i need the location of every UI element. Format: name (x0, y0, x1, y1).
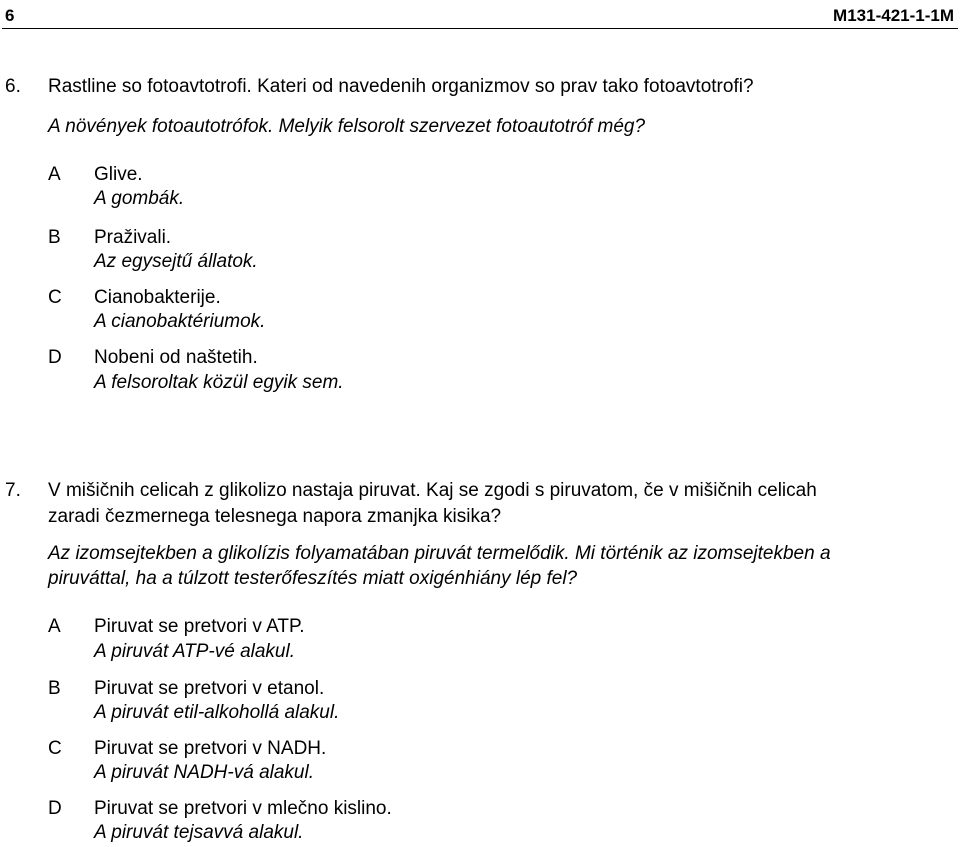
option-text-si: Praživali. (94, 227, 172, 248)
option-letter: A (48, 616, 61, 637)
question-text-si-line2: zaradi čezmernega telesnega napora zmanjka kisika? (48, 506, 502, 527)
option-letter: C (48, 287, 62, 308)
option-text-si: Piruvat se pretvori v NADH. (94, 738, 327, 759)
option-letter: C (48, 738, 62, 759)
option-text-si: Cianobakterije. (94, 287, 221, 308)
option-text-si: Piruvat se pretvori v ATP. (94, 616, 305, 637)
page-number: 6 (5, 6, 15, 25)
question-text-si-line1: V mišičnih celicah z glikolizo nastaja piruvat. Kaj se zgodi s piruvatom, če v mišičnih celicah (48, 480, 817, 501)
option-text-si: Glive. (94, 164, 143, 185)
question-number: 7. (5, 480, 21, 501)
option-text-si: Nobeni od naštetih. (94, 347, 258, 368)
question-text-hu-line1: Az izomsejtekben a glikolízis folyamatában piruvát termelődik. Mi történik az izomsejtekben a (48, 543, 831, 564)
option-text-hu: A piruvát ATP-vé alakul. (94, 641, 295, 662)
option-letter: D (48, 798, 62, 819)
document-code: M131-421-1-1M (833, 6, 954, 25)
option-text-hu: Az egysejtű állatok. (94, 251, 258, 272)
question-text-si: Rastline so fotoavtotrofi. Kateri od navedenih organizmov so prav tako fotoavtotrofi? (48, 76, 754, 97)
option-letter: D (48, 347, 62, 368)
option-letter: B (48, 227, 61, 248)
option-text-hu: A cianobaktériumok. (94, 311, 266, 332)
option-letter: A (48, 164, 61, 185)
option-text-hu: A piruvát etil-alkohollá alakul. (94, 702, 340, 723)
question-text-hu-line2: piruváttal, ha a túlzott testerőfeszítés miatt oxigénhiány lép fel? (48, 568, 578, 589)
option-text-si: Piruvat se pretvori v etanol. (94, 678, 325, 699)
header-divider (2, 28, 958, 29)
question-text-hu: A növények fotoautotrófok. Melyik felsorolt szervezet fotoautotróf még? (48, 116, 646, 137)
option-text-hu: A piruvát tejsavvá alakul. (94, 822, 304, 843)
option-text-hu: A piruvát NADH-vá alakul. (94, 762, 314, 783)
option-text-si: Piruvat se pretvori v mlečno kislino. (94, 798, 392, 819)
option-text-hu: A gombák. (94, 188, 185, 209)
option-text-hu: A felsoroltak közül egyik sem. (94, 372, 344, 393)
question-number: 6. (5, 76, 21, 97)
option-letter: B (48, 678, 61, 699)
